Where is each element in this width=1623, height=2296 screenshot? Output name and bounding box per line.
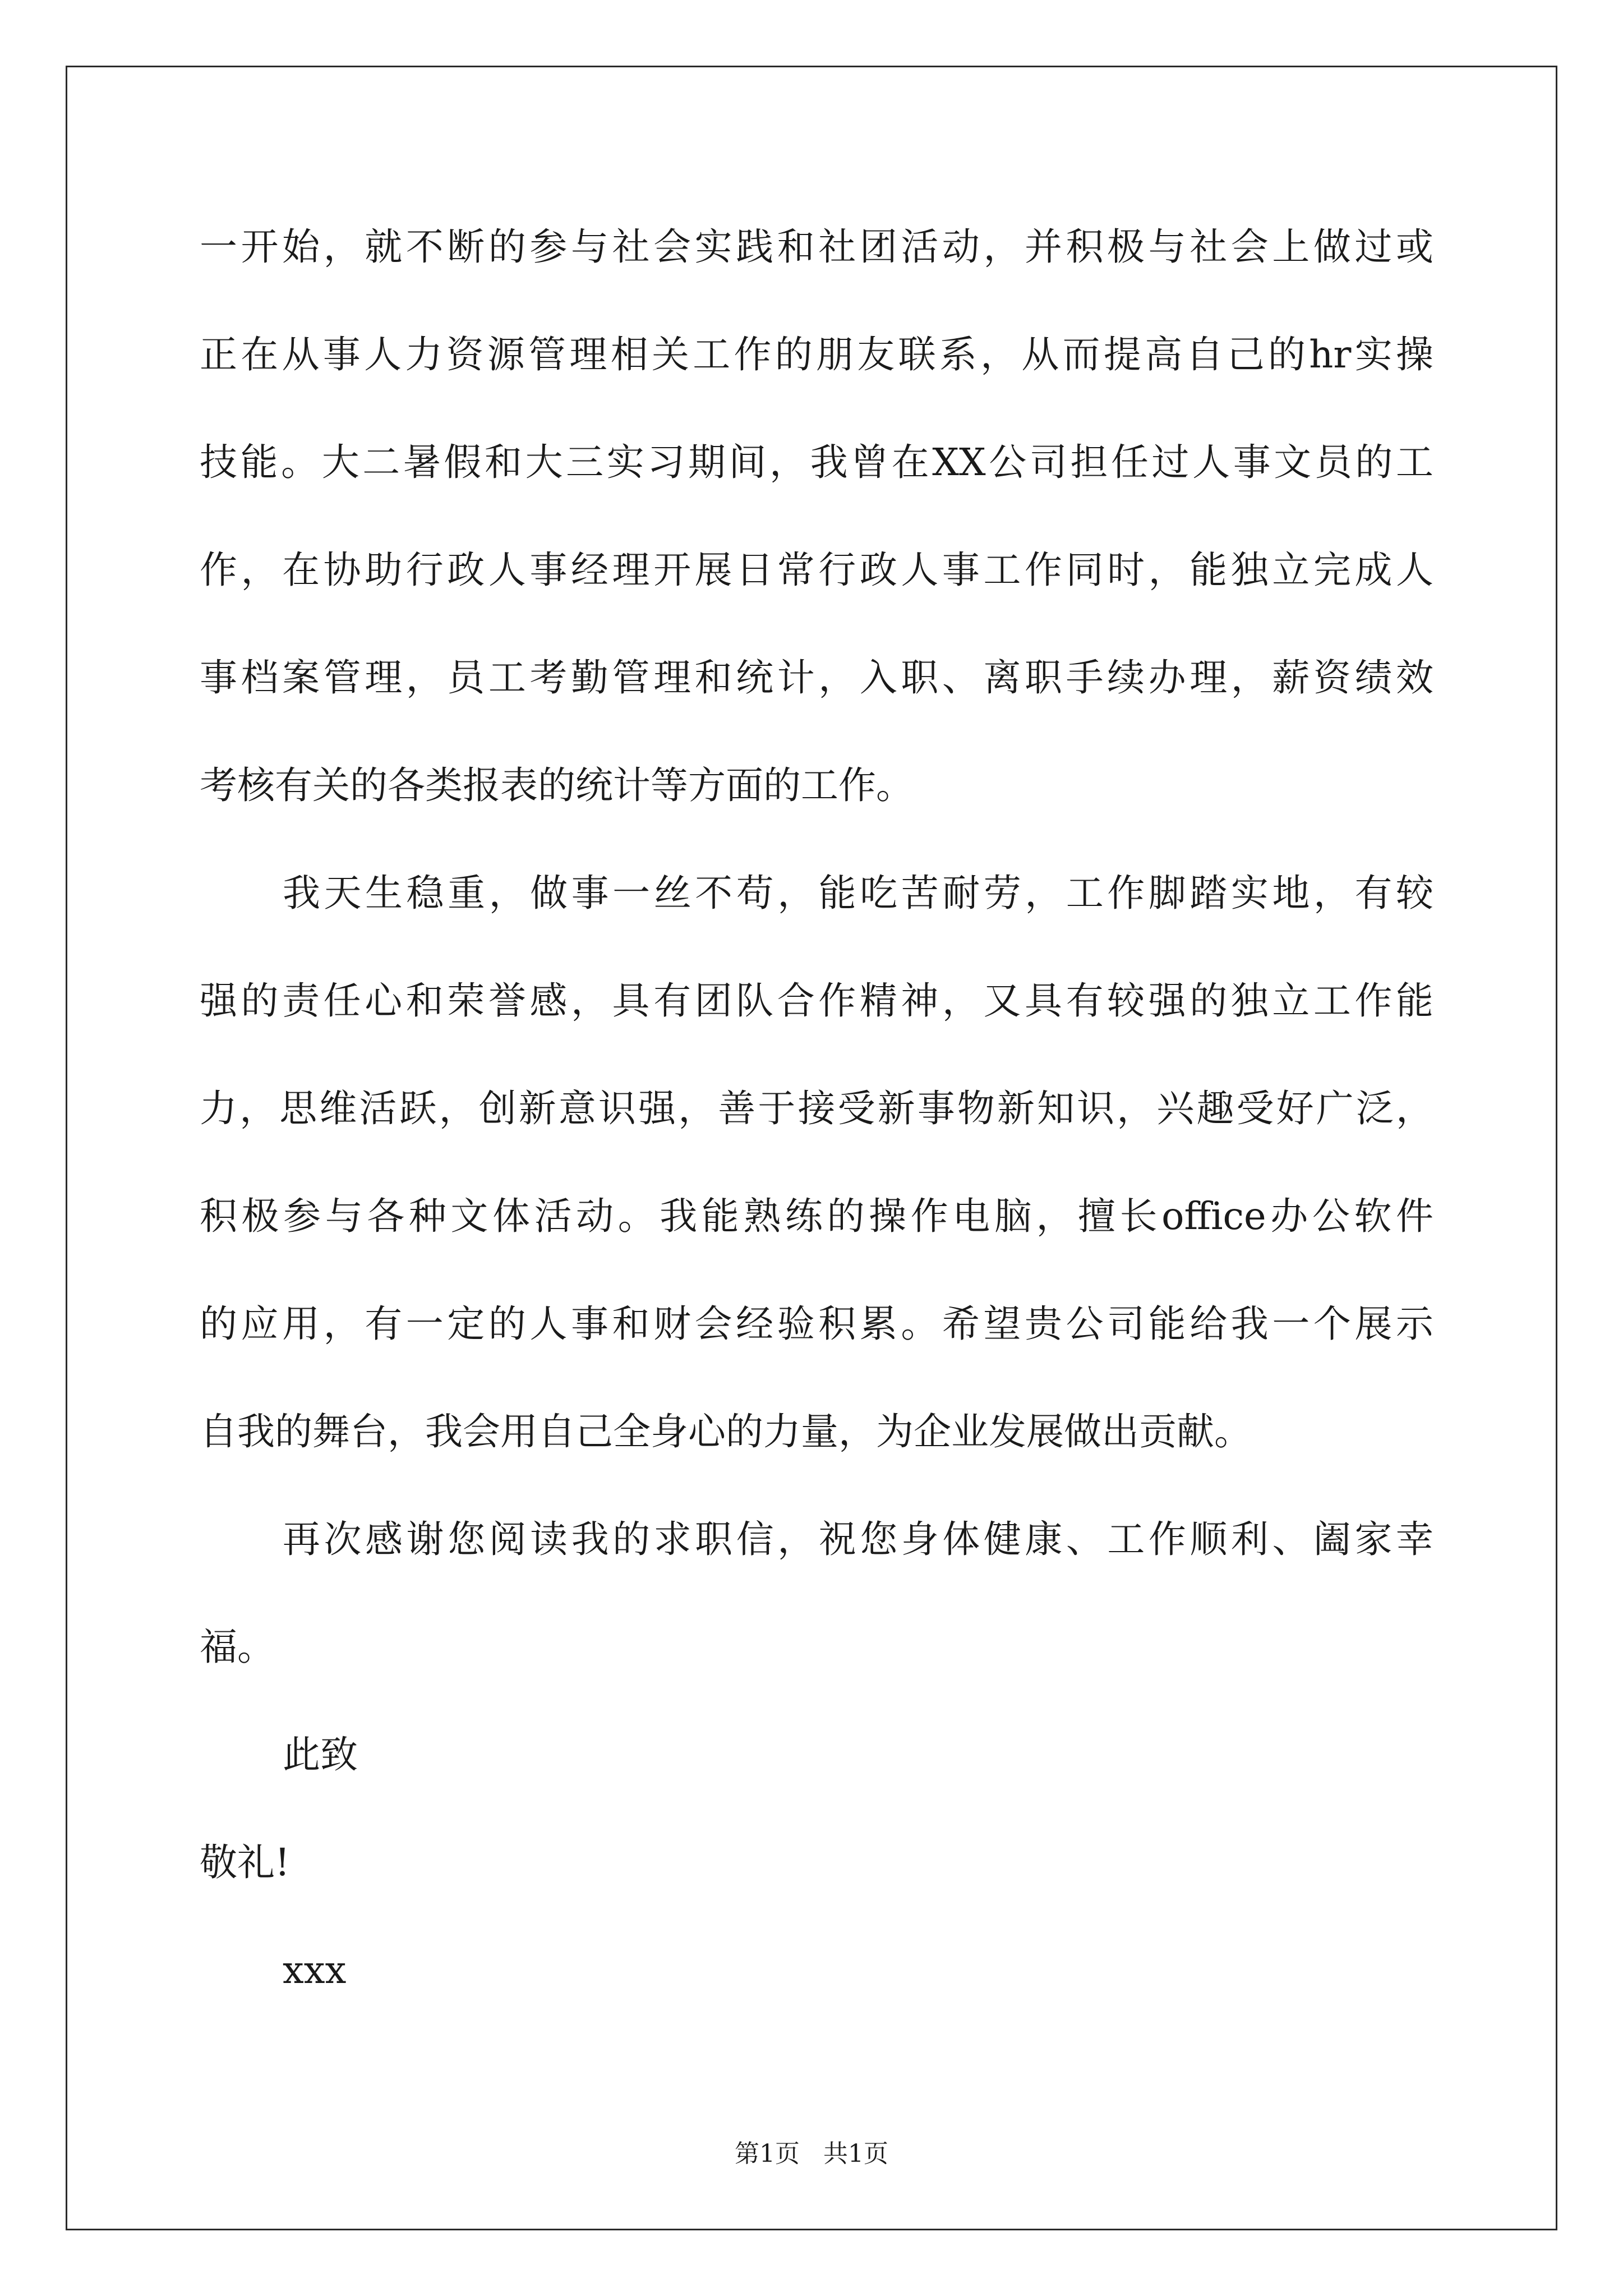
body-line: 力，思维活跃，创新意识强，善于接受新事物新知识，兴趣受好广泛， bbox=[200, 1087, 1433, 1130]
body-line: 一开始，就不断的参与社会实践和社团活动，并积极与社会上做过或 bbox=[200, 225, 1433, 269]
body-line: 正在从事人力资源管理相关工作的朋友联系，从而提高自己的hr实操 bbox=[200, 333, 1433, 376]
closing-salutation: 此致 bbox=[283, 1733, 358, 1777]
body-line: 自我的舞台，我会用自己全身心的力量，为企业发展做出贡献。 bbox=[200, 1410, 1252, 1453]
letter-body bbox=[200, 219, 1433, 2050]
body-line: 我天生稳重，做事一丝不苟，能吃苦耐劳，工作脚踏实地，有较 bbox=[283, 871, 1433, 915]
body-line: 再次感谢您阅读我的求职信，祝您身体健康、工作顺利、阖家幸 bbox=[283, 1517, 1433, 1561]
body-line: 事档案管理，员工考勤管理和统计，入职、离职手续办理，薪资绩效 bbox=[200, 656, 1433, 700]
body-line: 积极参与各种文体活动。我能熟练的操作电脑，擅长office办公软件 bbox=[200, 1194, 1433, 1238]
body-line: 作，在协助行政人事经理开展日常行政人事工作同时，能独立完成人 bbox=[200, 548, 1433, 592]
body-line: 福。 bbox=[200, 1625, 275, 1669]
body-line: 考核有关的各类报表的统计等方面的工作。 bbox=[200, 763, 914, 807]
page-number-footer: 第1页 共1页 bbox=[735, 2139, 888, 2168]
body-line: 技能。大二暑假和大三实习期间，我曾在XX公司担任过人事文员的工 bbox=[200, 440, 1433, 484]
closing-regards: 敬礼! bbox=[200, 1841, 290, 1884]
body-line: 强的责任心和荣誉感，具有团队合作精神，又具有较强的独立工作能 bbox=[200, 979, 1433, 1023]
signature: xxx bbox=[283, 1948, 347, 1992]
body-line: 的应用，有一定的人事和财会经验积累。希望贵公司能给我一个展示 bbox=[200, 1302, 1433, 1346]
